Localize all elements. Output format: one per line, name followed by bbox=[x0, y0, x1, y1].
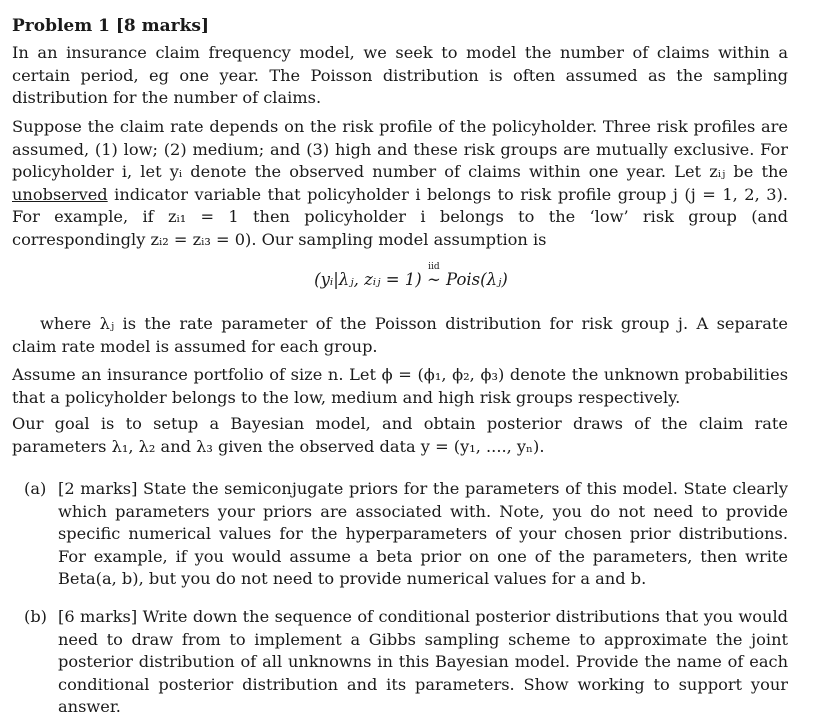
question-b-label: (b) bbox=[24, 607, 47, 626]
sampling-model-equation bbox=[0, 262, 822, 289]
sim-symbol: ∼ bbox=[426, 270, 441, 289]
portfolio-paragraph: Assume an insurance portfolio of size n. Let ϕ = (ϕ₁, ϕ₂, ϕ₃) denote the unknown probabilities that a policyholder belongs to the low, medium and high risk groups respectively. bbox=[12, 365, 788, 407]
iid-sim-symbol bbox=[426, 262, 441, 289]
intro-paragraph: In an insurance claim frequency model, we seek to model the number of claims within a certain period, eg one year. The Poisson distribution is often assumed as the sampling distribution for the number of claims. bbox=[12, 43, 788, 107]
goal-paragraph: Our goal is to setup a Bayesian model, and obtain posterior draws of the claim rate parameters λ₁, λ₂ and λ₃ given the observed data y = (y₁, ...., yₙ). bbox=[12, 414, 788, 456]
iid-label: iid bbox=[428, 262, 440, 272]
question-b-text: [6 marks] Write down the sequence of conditional posterior distributions that you would need to draw from to implement a Gibbs sampling scheme to approximate the joint posterior distribution of all unknowns in this Bayesian model. Provide the name of each conditional posterior distribution and its parameters. Show working to support your answer. bbox=[58, 607, 788, 716]
question-b bbox=[24, 606, 788, 719]
question-a bbox=[24, 478, 788, 591]
question-a-label: (a) bbox=[24, 479, 47, 498]
risk-profile-text-a: Suppose the claim rate depends on the risk profile of the policyholder. Three risk profiles are assumed, (1) low; (2) medium; and (3) high and these risk groups are mutually exclusive. For policyholder i, let yᵢ denote the observed number of claims within one year. Let zᵢⱼ be the bbox=[12, 117, 788, 181]
rate-parameter-paragraph: where λⱼ is the rate parameter of the Poisson distribution for risk group j. A separate claim rate model is assumed for each group. bbox=[12, 314, 788, 356]
risk-profile-text-b: indicator variable that policyholder i belongs to risk profile group j (j = 1, 2, 3). For example, if zᵢ₁ = 1 then policyholder i belongs to the ‘low’ risk group (and correspondingly zᵢ₂ = zᵢ₃ = 0). Our sampling model assumption is bbox=[12, 184, 788, 249]
unobserved-underlined: unobserved bbox=[12, 184, 108, 204]
question-a-text: [2 marks] State the semiconjugate priors for the parameters of this model. State clearly which parameters your priors are associated with. Note, you do not need to provide specific numerical values for the hyperparameters of your chosen prior distributions. For example, if you would assume a beta prior on one of the parameters, then write Beta(a, b), but you do not need to provide numerical values for a and b. bbox=[58, 479, 788, 588]
equation-right: Pois(λⱼ) bbox=[440, 270, 508, 289]
risk-profile-paragraph bbox=[12, 116, 788, 251]
problem-title: Problem 1 [8 marks] bbox=[12, 16, 210, 36]
equation-left: (yᵢ|λⱼ, zᵢⱼ = 1) bbox=[314, 270, 427, 289]
